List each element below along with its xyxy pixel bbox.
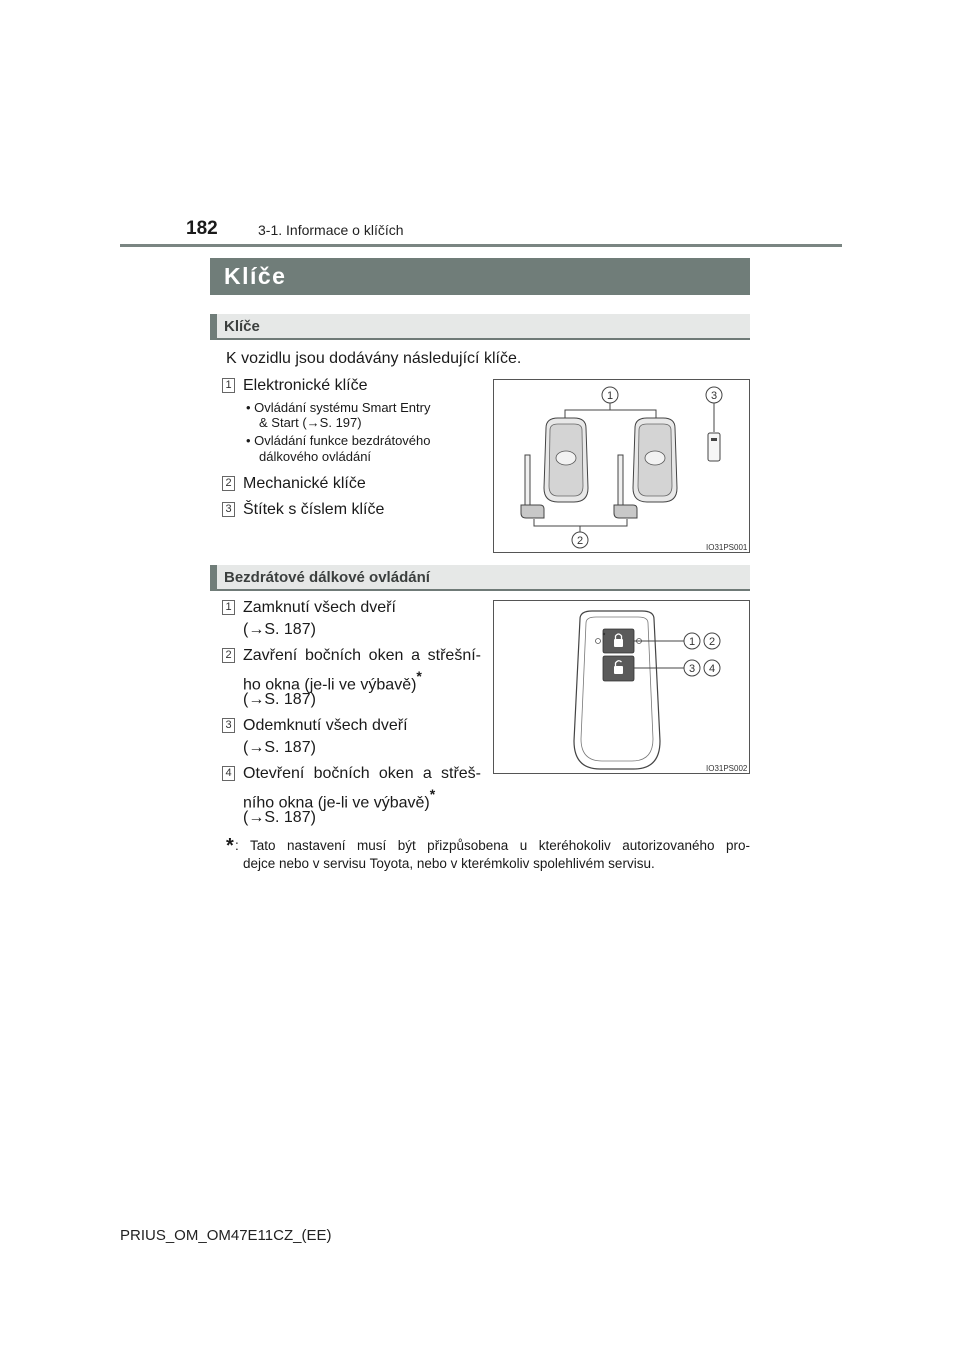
heading-tab <box>210 314 217 340</box>
callout-label: 3 <box>688 663 696 675</box>
callout-label: 1 <box>688 636 696 648</box>
callout-label: 2 <box>576 535 584 547</box>
footnote-marker: * <box>416 668 422 684</box>
page-title: Klíče <box>224 263 287 289</box>
page-number: 182 <box>186 218 218 239</box>
callout-label: 3 <box>710 390 718 402</box>
item-line-text: ního okna (je-li ve výbavě) <box>243 794 430 812</box>
bullet-line: • Ovládání funkce bezdrátového <box>246 433 431 448</box>
remote-figure <box>493 600 750 774</box>
keys-figure <box>493 379 750 553</box>
footnote-line: dejce nebo v servisu Toyota, nebo v kterémkoliv spolehlivém servisu. <box>243 856 655 871</box>
item-number: 1 <box>222 600 235 615</box>
section-heading-remote <box>210 565 750 591</box>
section-heading-label: Bezdrátové dálkové ovládání <box>224 569 430 586</box>
main-title-bar <box>210 258 750 295</box>
remote-illustration <box>494 601 749 773</box>
item-line: (→S. 187) <box>243 809 316 826</box>
item-number: 3 <box>222 718 235 733</box>
item-line: Odemknutí všech dveří <box>243 717 408 734</box>
footnote-asterisk: * <box>226 835 234 857</box>
item-label: Elektronické klíče <box>243 377 368 394</box>
item-label: Mechanické klíče <box>243 475 366 492</box>
item-number: 1 <box>222 378 235 393</box>
item-line: (→S. 187) <box>243 691 316 708</box>
callout-label: 2 <box>708 636 716 648</box>
item-line: Otevření bočních oken a střeš- <box>243 765 481 782</box>
bullet-line: & Start (→S. 197) <box>259 415 362 430</box>
callout-label: 4 <box>708 663 716 675</box>
electronic-key-right <box>633 418 677 502</box>
figure-code: IO31PS002 <box>706 764 748 773</box>
heading-tab <box>210 565 217 591</box>
item-number: 2 <box>222 476 235 491</box>
section-heading-keys <box>210 314 750 340</box>
section-heading-label: Klíče <box>224 318 260 335</box>
callout-label: 1 <box>606 390 614 402</box>
running-head: 3-1. Informace o klíčích <box>258 222 404 238</box>
document-footer: PRIUS_OM_OM47E11CZ_(EE) <box>120 1227 332 1244</box>
item-number: 2 <box>222 648 235 663</box>
bullet-line: dálkového ovládání <box>259 449 372 464</box>
keys-illustration <box>494 380 749 552</box>
item-number: 3 <box>222 502 235 517</box>
footnote-marker: * <box>429 786 436 802</box>
item-line: (→S. 187) <box>243 739 316 756</box>
bullet-line: • Ovládání systému Smart Entry <box>246 400 431 415</box>
item-number: 4 <box>222 766 235 781</box>
intro-text: K vozidlu jsou dodávány následující klíče. <box>226 350 522 367</box>
footnote-line: : Tato nastavení musí být přizpůsobena u kteréhokoliv autorizovaného pro- <box>235 838 750 853</box>
item-line: Zamknutí všech dveří <box>243 599 396 616</box>
header-rule <box>120 244 842 247</box>
mechanical-key-left <box>521 455 544 518</box>
item-line-text: ho okna (je-li ve výbavě) <box>243 676 417 694</box>
figure-code: IO31PS001 <box>706 543 748 552</box>
item-line: Zavření bočních oken a střešní- <box>243 647 481 664</box>
item-line: (→S. 187) <box>243 621 316 638</box>
item-label: Štítek s číslem klíče <box>243 501 385 518</box>
electronic-key-left <box>544 418 588 502</box>
key-number-tag <box>708 433 720 461</box>
unlock-button <box>603 656 634 681</box>
